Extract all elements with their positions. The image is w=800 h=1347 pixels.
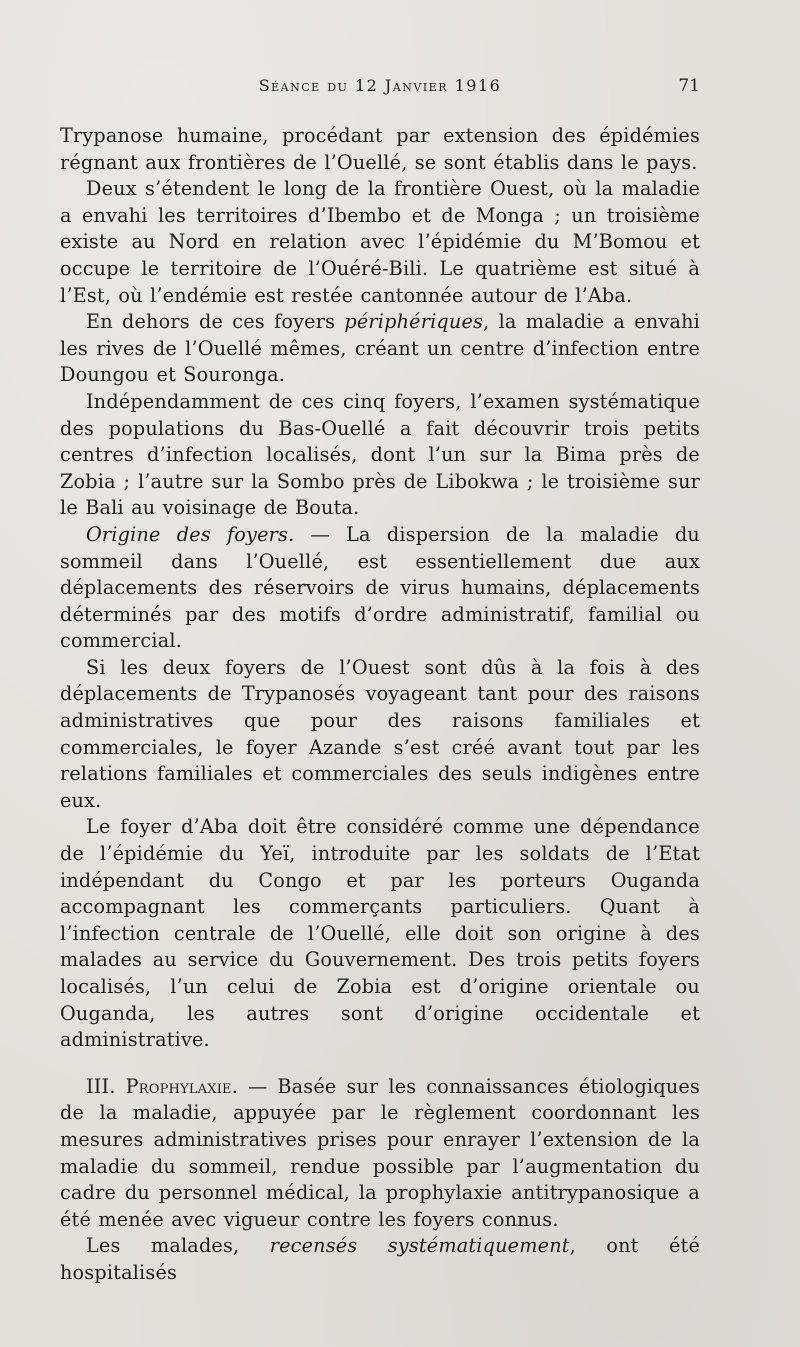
paragraph-5-text: — La dispersion de la maladie du sommeil dans l’Ouellé, est essentiellement due aux déplacements des réservoirs de virus humains, déplacements déterminés par des motifs d’ordre administratif, familial ou commercial. [60,522,700,653]
paragraph-8 [60,1074,700,1234]
paragraph-6: Si les deux foyers de l’Ouest sont dûs à la fois à des déplacements de Trypanosés voyageant tant pour des raisons administratives que pour des raisons familiales et commerciales, le foyer Azande s’est créé avant tout par les relations familiales et commerciales des seuls indigènes entre eux. [60,655,700,812]
paragraph-9-start: Les malades, [86,1234,270,1258]
emphasis-recenses: recensés systématiquement [269,1234,570,1258]
paragraph-3-end: , la maladie a envahi les rives de l’Ouellé mêmes, créant un centre d’infection entre Doungou et Souronga. [60,310,700,387]
paragraph-3 [60,309,700,389]
body-text [60,123,700,1287]
paragraph-7: Le foyer d’Aba doit être considéré comme une dépendance de l’épidémie du Yeï, introduite par les soldats de l’Etat indépendant du Congo et par les porteurs Ouganda accompagnant les commerçants particuliers. Quant à l’infection centrale de l’Ouellé, elle doit son origine à des malades au service du Gouvernement. Des trois petits foyers localisés, l’un celui de Zobia est d’origine orientale ou Ouganda, les autres sont d’origine occidentale et administrative. [60,815,700,1052]
paragraph-3-start: En dehors de ces foyers [86,310,345,334]
paragraph-5 [60,522,700,655]
section-heading-origine: Origine des foyers. [86,522,295,546]
section-heading-prophylaxie: III. Prophylaxie. [86,1074,239,1098]
page-header [60,76,700,102]
page-number: 71 [678,76,700,96]
paragraph-9-end: , ont été hospitalisés [60,1234,701,1284]
paragraph-1: Trypanose humaine, procédant par extension des épidémies régnant aux frontières de l’Ouellé, se sont établis dans le pays. [60,124,700,174]
paragraph-4: Indépendamment de ces cinq foyers, l’examen systématique des populations du Bas-Ouellé a fait découvrir trois petits centres d’infection localisés, dont l’un sur la Bima près de Zobia ; l’autre sur la Sombo près de Libokwa ; le troisième sur le Bali au voisinage de Bouta. [60,389,700,520]
running-head: Séance du 12 Janvier 1916 [258,76,502,95]
emphasis-peripheriques: périphériques [344,310,484,334]
paragraph-8-text: — Basée sur les connaissances étiologiques de la maladie, appuyée par le règlement coordonnant les mesures administratives prises pour enrayer l’extension de la maladie du sommeil, rendue possible par l’augmentation du cadre du personnel médical, la prophylaxie antitrypanosique a été menée avec vigueur contre les foyers connus. [60,1074,700,1231]
paragraph-9 [60,1233,700,1286]
paragraph-2: Deux s’étendent le long de la frontière Ouest, où la maladie a envahi les territoires d’Ibembo et de Monga ; un troisième existe au Nord en relation avec l’épidémie du M’Bomou et occupe le territoire de l’Ouéré-Bili. Le quatrième est situé à l’Est, où l’endémie est restée cantonnée autour de l’Aba. [60,177,700,307]
